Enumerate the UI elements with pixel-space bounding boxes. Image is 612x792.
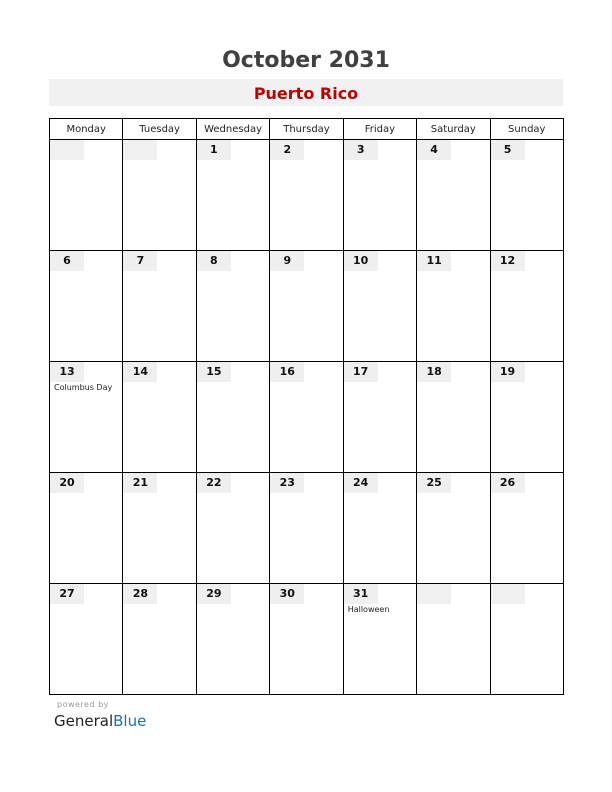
day-cell [50, 473, 123, 584]
day-cell [490, 251, 563, 362]
day-number: 9 [270, 251, 304, 271]
brand-logo[interactable] [54, 712, 146, 730]
day-number: 17 [344, 362, 378, 382]
week-row [50, 473, 564, 584]
day-cell [123, 140, 196, 251]
powered-by-label: powered by [57, 700, 109, 709]
day-number: 24 [344, 473, 378, 493]
day-number: 13 [50, 362, 84, 382]
day-number: 23 [270, 473, 304, 493]
day-cell [270, 251, 343, 362]
day-cell [343, 140, 416, 251]
weekday-header: Tuesday [123, 119, 196, 140]
day-cell [50, 251, 123, 362]
day-number: 6 [50, 251, 84, 271]
day-number: 22 [197, 473, 231, 493]
day-cell [490, 473, 563, 584]
day-cell [270, 584, 343, 695]
weekday-header: Saturday [417, 119, 490, 140]
day-cell [270, 140, 343, 251]
day-number: 11 [417, 251, 451, 271]
day-cell [343, 473, 416, 584]
day-cell [417, 362, 490, 473]
day-number: 31 [344, 584, 378, 604]
day-cell [196, 473, 269, 584]
day-number [491, 584, 525, 604]
day-number: 10 [344, 251, 378, 271]
day-cell [196, 362, 269, 473]
day-cell [196, 584, 269, 695]
day-number: 7 [123, 251, 157, 271]
week-row [50, 584, 564, 695]
day-number: 25 [417, 473, 451, 493]
day-number [50, 140, 84, 160]
day-cell [417, 140, 490, 251]
day-cell [490, 362, 563, 473]
region-name: Puerto Rico [253, 84, 359, 103]
day-number: 20 [50, 473, 84, 493]
day-cell [50, 584, 123, 695]
weekday-header: Thursday [270, 119, 343, 140]
calendar-grid [49, 118, 564, 695]
day-number: 15 [197, 362, 231, 382]
day-number: 26 [491, 473, 525, 493]
day-cell [417, 473, 490, 584]
brand-general-text: General [54, 712, 114, 730]
day-number: 3 [344, 140, 378, 160]
day-number: 1 [197, 140, 231, 160]
day-cell [343, 584, 416, 695]
day-number: 14 [123, 362, 157, 382]
day-number: 28 [123, 584, 157, 604]
day-cell [50, 140, 123, 251]
day-number: 18 [417, 362, 451, 382]
day-number: 21 [123, 473, 157, 493]
day-number: 27 [50, 584, 84, 604]
day-cell [123, 362, 196, 473]
day-cell [417, 584, 490, 695]
day-number: 12 [491, 251, 525, 271]
weekday-header: Wednesday [196, 119, 269, 140]
day-cell [270, 473, 343, 584]
day-cell [123, 584, 196, 695]
holiday-label: Columbus Day [54, 383, 113, 392]
day-cell [490, 584, 563, 695]
weekday-header: Sunday [490, 119, 563, 140]
week-row [50, 140, 564, 251]
week-row [50, 251, 564, 362]
day-cell [343, 362, 416, 473]
day-cell [196, 140, 269, 251]
calendar-title: October 2031 [222, 48, 390, 73]
day-number: 5 [491, 140, 525, 160]
day-cell [417, 251, 490, 362]
day-number: 2 [270, 140, 304, 160]
brand-blue-text: Blue [113, 712, 147, 730]
day-cell [270, 362, 343, 473]
weekday-header-row [50, 119, 564, 140]
day-number: 19 [491, 362, 525, 382]
day-cell [490, 140, 563, 251]
region-bar [49, 79, 563, 106]
day-cell [123, 473, 196, 584]
week-row [50, 362, 564, 473]
day-number [417, 584, 451, 604]
day-number: 4 [417, 140, 451, 160]
day-number: 8 [197, 251, 231, 271]
day-number [123, 140, 157, 160]
weekday-header: Monday [50, 119, 123, 140]
day-cell [123, 251, 196, 362]
day-cell [343, 251, 416, 362]
day-number: 29 [197, 584, 231, 604]
day-cell [196, 251, 269, 362]
holiday-label: Halloween [347, 605, 390, 614]
day-number: 30 [270, 584, 304, 604]
day-number: 16 [270, 362, 304, 382]
weekday-header: Friday [343, 119, 416, 140]
day-cell [50, 362, 123, 473]
